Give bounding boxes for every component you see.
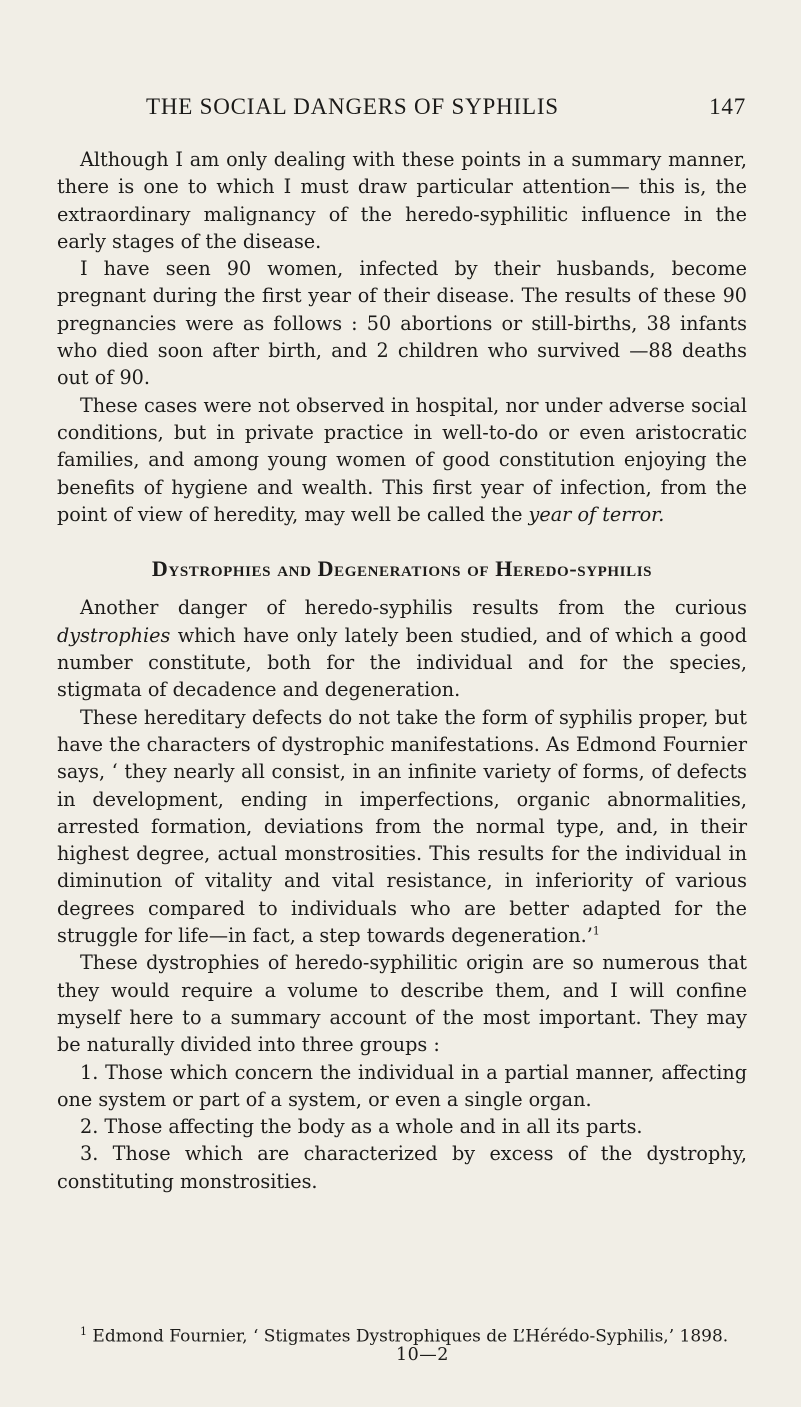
paragraph-4 (57, 594, 747, 703)
paragraph-2: I have seen 90 women, infected by their husbands, become pregnant during the first year of their disease. The results of these 90 pregnancies were as follows : 50 abortions or still-births, 38 infants who died soon after birth, and 2 children who survived —88 deaths out of 90. (57, 257, 747, 390)
paragraph-4-emphasis: dystrophies (57, 623, 171, 647)
paragraph-3 (57, 392, 747, 528)
footnote-reference: 1 (592, 924, 600, 938)
printer-signature: 10—2 (396, 1345, 449, 1365)
paragraph-6: These dystrophies of heredo-syphilitic origin are so numerous that they would require a volume to describe them, and I will confine myself here to a summary account of the most important. They may be naturally divided into three groups : (57, 951, 747, 1057)
list-item: 2. Those affecting the body as a whole and in all its parts. (80, 1115, 643, 1139)
footnote-marker: 1 (80, 1325, 87, 1338)
section-heading: Dystrophies and Degenerations of Heredo-syphilis (151, 556, 653, 582)
page-number: 147 (709, 94, 746, 119)
paragraph-3-text: These cases were not observed in hospital, nor under adverse social conditions, but in private practice in well-to-do or even aristocratic families, and among young women of good constitution enjoying the benefits of hygiene and wealth. This first year of infection, from the point of view of heredity, may well be called the (57, 393, 747, 526)
list-item: 3. Those which are characterized by excess of the dystrophy, constituting monstrosities. (57, 1142, 747, 1193)
footnote-text: Edmond Fournier, ‘ Stigmates Dystrophiques de L’Hérédo-Syphilis,’ 1898. (87, 1326, 729, 1347)
running-head-title: THE SOCIAL DANGERS OF SYPHILIS (146, 94, 559, 119)
paragraph-5 (57, 704, 747, 950)
list-item: 1. Those which concern the individual in a partial manner, affecting one system or part of a system, or even a single organ. (57, 1060, 747, 1111)
paragraph-5-text: These hereditary defects do not take the form of syphilis proper, but have the characters of dystrophic manifestations. As Edmond Fournier says, ‘ they nearly all consist, in an infinite variety of forms, of defects in development, ending in imperfections, organic abnormalities, arrested formation, deviations from the normal type, and, in their highest degree, actual monstrosities. This results for the individual in diminution of vitality and vital resistance, in inferiority of various degrees compared to individuals who are better adapted for the struggle for life—in fact, a step towards degeneration.’ (57, 705, 747, 948)
paragraph-4-text-end: which have only lately been studied, and of which a good number constitute, both for the individual and for the species, stigmata of decadence and degeneration. (57, 623, 747, 702)
paragraph-1: Although I am only dealing with these points in a summary manner, there is one to which I must draw particular attention— this is, the extraordinary malignancy of the heredo-syphilitic influence in the early stages of the disease. (57, 148, 747, 253)
paragraph-3-emphasis: year of terror. (528, 502, 665, 526)
paragraph-4-text-start: Another danger of heredo-syphilis results from the curious (80, 596, 747, 620)
body-text (57, 146, 747, 1195)
